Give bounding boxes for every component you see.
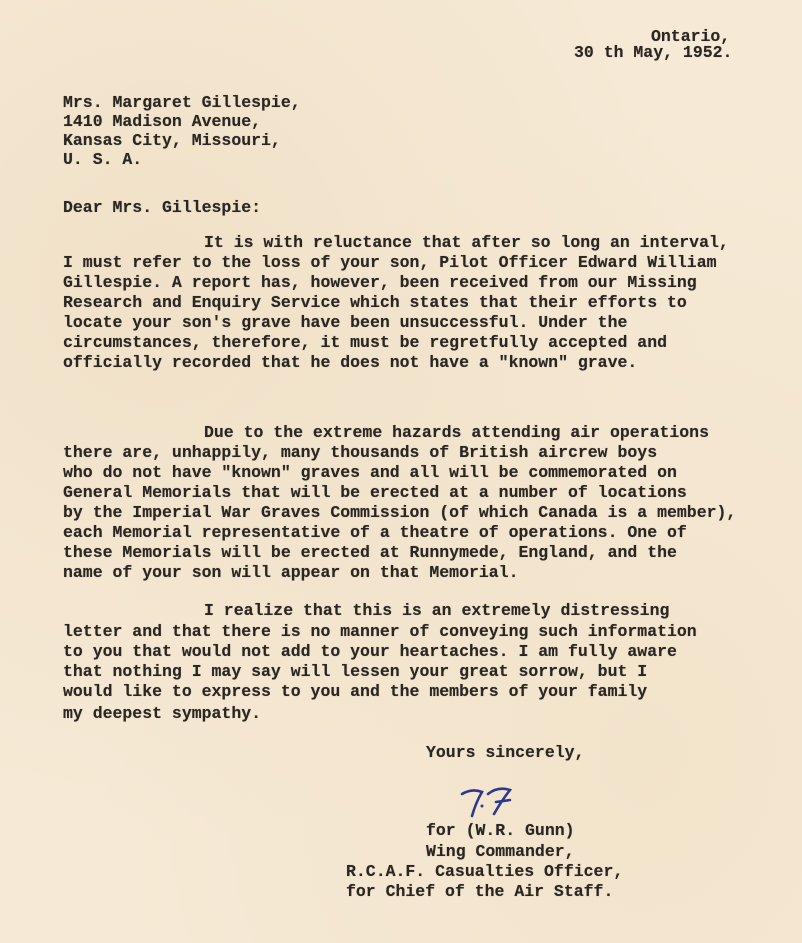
body-line: General Memorials that will be erected at a number of locations <box>63 483 687 502</box>
signature-line: for Chief of the Air Staff. <box>346 882 614 901</box>
body-line: to you that would not add to your heartaches. I am fully aware <box>63 642 677 661</box>
body-line: who do not have "known" graves and all will be commemorated on <box>63 463 677 482</box>
recipient-line: Kansas City, Missouri, <box>63 131 281 150</box>
date: 30 th May, 1952. <box>574 43 733 62</box>
body-line: I must refer to the loss of your son, Pilot Officer Edward William <box>63 253 717 272</box>
body-line: Research and Enquiry Service which states that their efforts to <box>63 293 687 312</box>
recipient-line: 1410 Madison Avenue, <box>63 112 262 131</box>
body-line: these Memorials will be erected at Runnymede, England, and the <box>63 543 677 562</box>
closing: Yours sincerely, <box>426 743 585 762</box>
handwritten-signature <box>458 784 528 826</box>
recipient-line: U. S. A. <box>63 150 143 169</box>
signature-line: R.C.A.F. Casualties Officer, <box>346 862 624 881</box>
body-line: locate your son's grave have been unsuccessful. Under the <box>63 313 628 332</box>
body-line: that nothing I may say will lessen your great sorrow, but I <box>63 662 648 681</box>
body-line: Due to the extreme hazards attending air operations <box>204 423 709 442</box>
body-line: name of your son will appear on that Memorial. <box>63 563 519 582</box>
body-line: officially recorded that he does not have a "known" grave. <box>63 353 638 372</box>
signature-line: Wing Commander, <box>426 842 575 861</box>
salutation: Dear Mrs. Gillespie: <box>63 198 262 217</box>
body-line: would like to express to you and the members of your family <box>63 682 648 701</box>
body-line: circumstances, therefore, it must be regretfully accepted and <box>63 333 667 352</box>
body-line: there are, unhappily, many thousands of British aircrew boys <box>63 443 658 462</box>
body-line: letter and that there is no manner of conveying such information <box>63 622 697 641</box>
place: Ontario, <box>651 27 731 46</box>
body-line: by the Imperial War Graves Commission (of which Canada is a member), <box>63 503 737 522</box>
body-line: my deepest sympathy. <box>63 704 262 723</box>
body-line: It is with reluctance that after so long an interval, <box>204 233 729 252</box>
body-line: I realize that this is an extremely distressing <box>204 601 670 620</box>
recipient-line: Mrs. Margaret Gillespie, <box>63 93 301 112</box>
body-line: each Memorial representative of a theatre of operations. One of <box>63 523 687 542</box>
signature-line: for (W.R. Gunn) <box>426 821 575 840</box>
body-line: Gillespie. A report has, however, been received from our Missing <box>63 273 697 292</box>
